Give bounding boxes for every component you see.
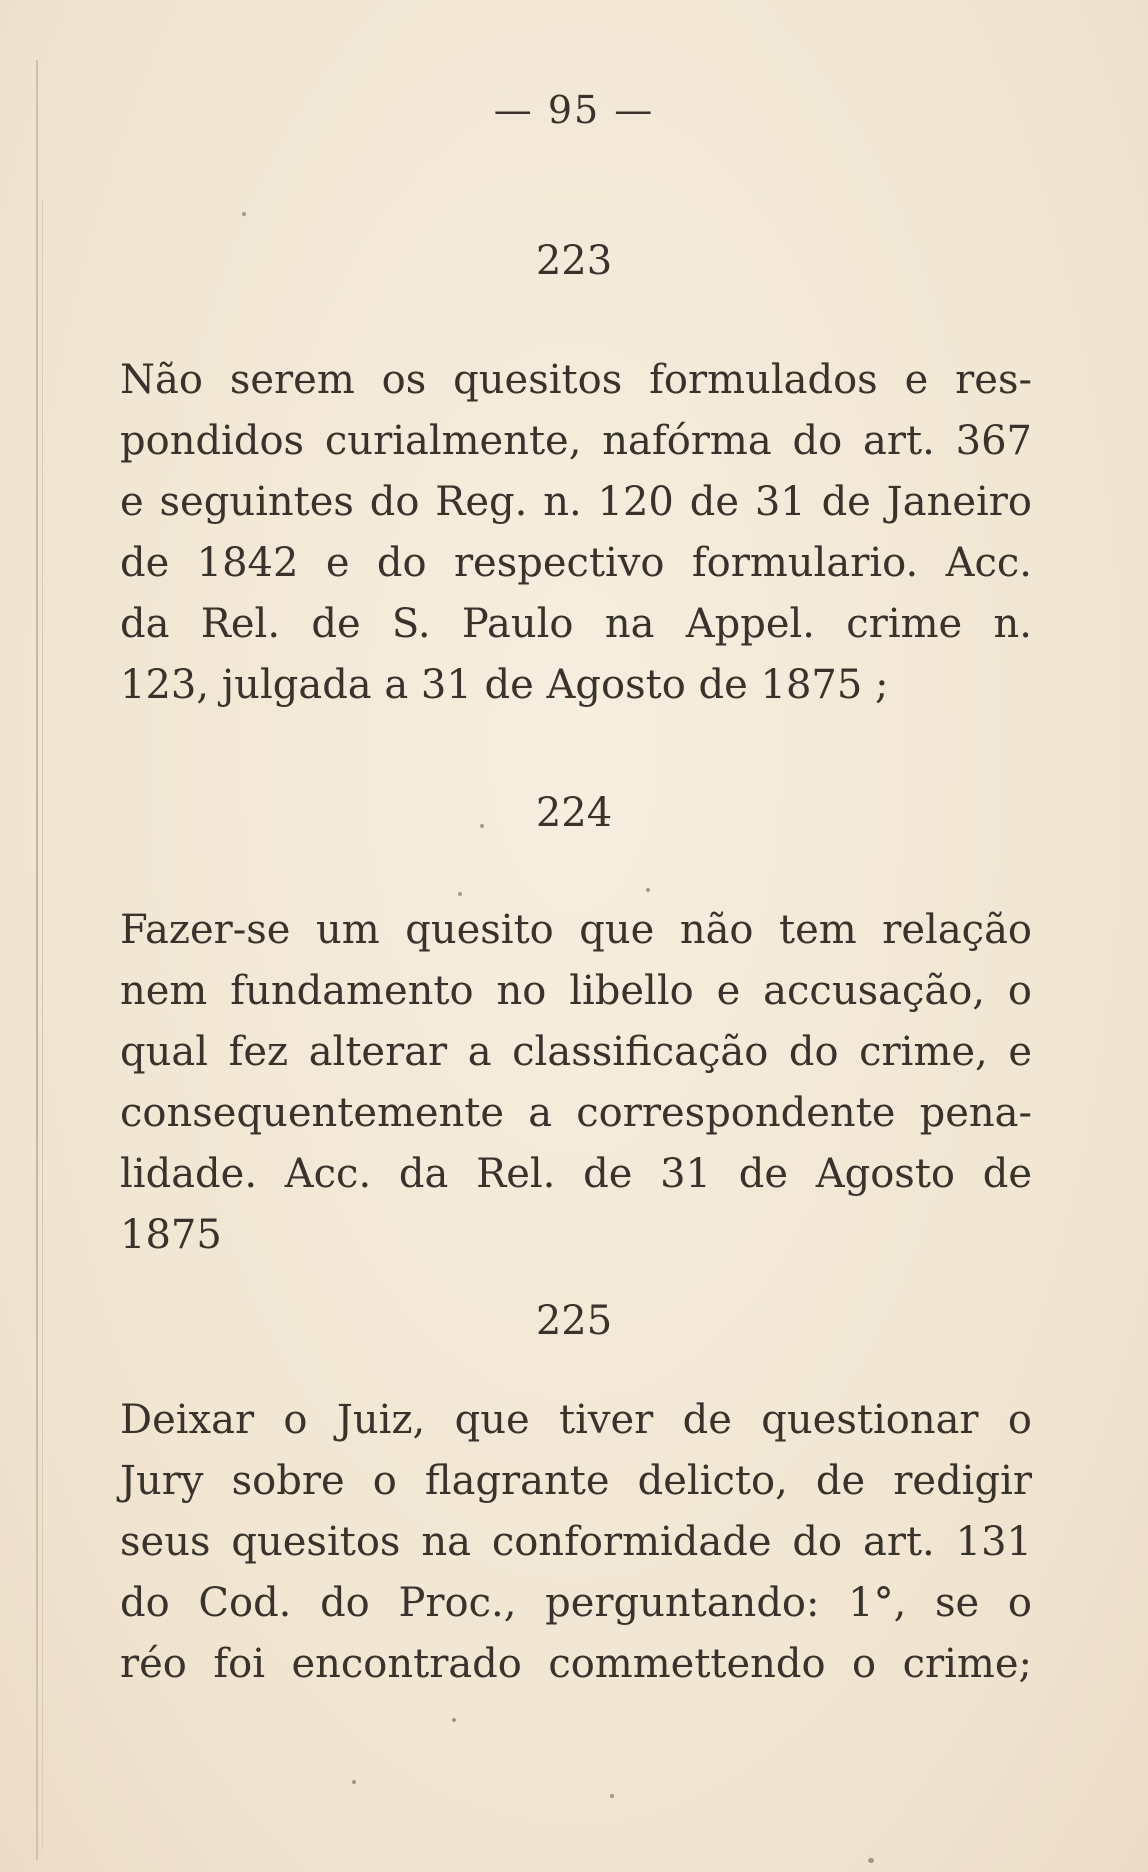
text-line: da Rel. de S. Paulo na Appel. crime n. [120,601,1032,647]
text-line: consequentemente a correspondente pena- [120,1090,1032,1136]
text-line: Deixar o Juiz, que tiver de questionar o [120,1397,1032,1443]
binding-edge [36,60,38,1860]
text-line: qual fez alterar a classificação do crime, e [120,1029,1032,1075]
text-line: seus quesitos na conformidade do art. 131 [120,1519,1032,1565]
binding-edge-inner [42,200,43,1850]
text-line: 123, julgada a 31 de Agosto de 1875 ; [120,662,889,708]
text-line: lidade. Acc. da Rel. de 31 de Agosto de [120,1151,1032,1197]
text-line: e seguintes do Reg. n. 120 de 31 de Janeiro [120,479,1032,525]
paper-speck [610,1794,614,1798]
text-line: Não serem os quesitos formulados e res- [120,357,1032,403]
section-number-223: 223 [535,238,613,284]
text-line: réo foi encontrado commettendo o crime; [120,1641,1032,1687]
paper-speck [868,1858,874,1863]
text-line: do Cod. do Proc., perguntando: 1°, se o [120,1580,1032,1626]
page-header: — 95 — [493,88,655,132]
text-line: Jury sobre o flagrante delicto, de redigir [120,1458,1032,1504]
section-number-225: 225 [535,1298,613,1344]
text-line: de 1842 e do respectivo formulario. Acc. [120,540,1032,586]
text-line: nem fundamento no libello e accusação, o [120,968,1032,1014]
paper-speck [458,892,462,896]
paper-speck [646,888,650,892]
paper-speck [480,824,484,828]
paper-speck [352,1780,356,1784]
section-223-text [120,350,1032,716]
section-224-text [120,900,1032,1266]
text-line: Fazer-se um quesito que não tem relação [120,907,1032,953]
text-line: pondidos curialmente, nafórma do art. 367 [120,418,1032,464]
paper-speck [452,1718,456,1722]
section-number-224: 224 [535,790,613,836]
section-225-text [120,1390,1032,1695]
text-line: 1875 [120,1212,222,1258]
paper-speck [242,212,246,216]
